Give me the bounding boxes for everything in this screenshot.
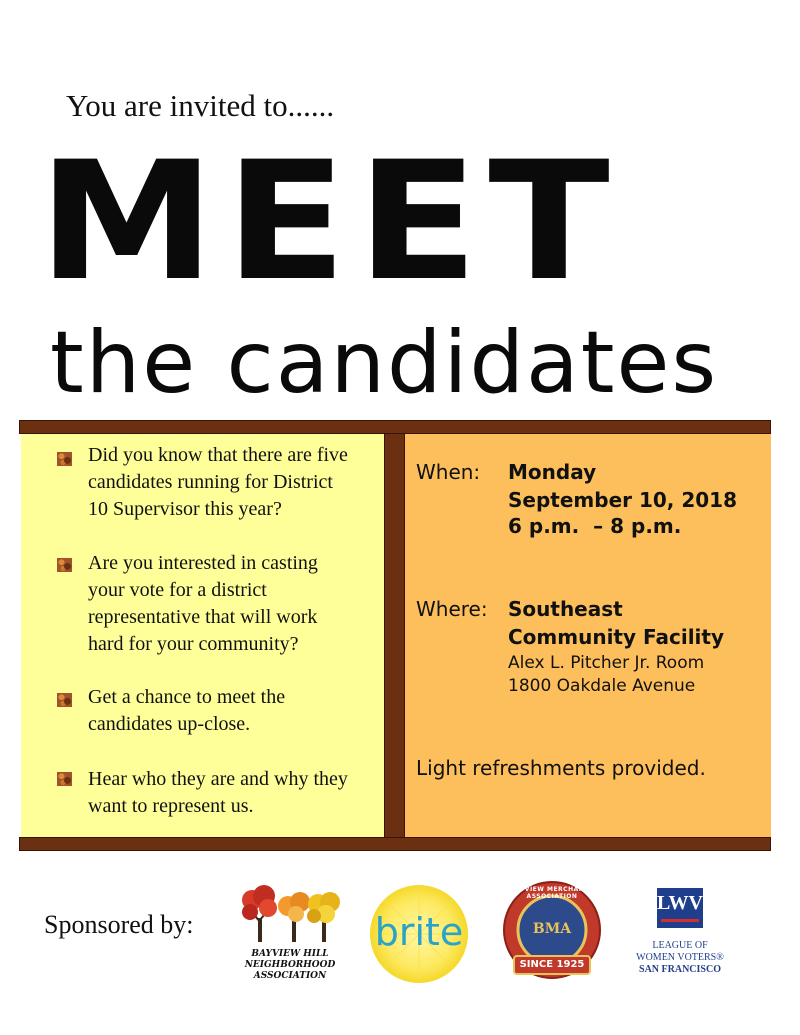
bayview-line-3: ASSOCIATION (253, 971, 327, 981)
bma-logo (500, 880, 604, 984)
lwv-line-2: WOMEN VOTERS® (636, 952, 724, 963)
invite-text: You are invited to...... (66, 88, 335, 123)
brite-text: brite (374, 910, 464, 954)
question-line: representative that will work (88, 606, 318, 628)
question-2 (88, 550, 402, 658)
bullet-icon (57, 452, 72, 466)
question-line: hard for your community? (88, 633, 299, 655)
bullet-icon (57, 772, 72, 786)
lwv-logo (620, 888, 740, 988)
lwv-line-3: SAN FRANCISCO (639, 964, 721, 975)
lwv-mark-text: LWV (657, 892, 703, 914)
bullet-icon (57, 693, 72, 707)
candidates-heading: the candidates (50, 313, 719, 413)
bottom-divider-bar (19, 837, 771, 851)
bayview-hill-logo (238, 884, 342, 984)
lwv-mark-icon (657, 888, 703, 928)
question-line: Are you interested in casting (88, 552, 318, 574)
event-details-panel (405, 434, 771, 837)
question-line: your vote for a district (88, 579, 267, 601)
bma-center-text: BMA (532, 921, 572, 937)
vertical-divider (384, 434, 405, 837)
trees-icon (238, 884, 342, 944)
venue-room: Alex L. Pitcher Jr. Room (508, 653, 705, 673)
bma-ring-text: BAYVIEW MERCHANTS ASSOCIATION (510, 886, 594, 900)
venue-address: 1800 Oakdale Avenue (508, 676, 696, 696)
refreshments-note: Light refreshments provided. (416, 756, 706, 780)
question-line: Did you know that there are five (88, 444, 348, 466)
question-1 (88, 442, 402, 523)
venue-line-2: Community Facility (508, 625, 724, 649)
event-day: Monday (508, 460, 597, 484)
lwv-stripe (661, 919, 699, 922)
brite-logo (369, 884, 469, 984)
bayview-line-2: NEIGHBORHOOD (244, 960, 336, 970)
lwv-line-1: LEAGUE OF (652, 940, 708, 951)
bullet-icon (57, 558, 72, 572)
question-line: Get a chance to meet the (88, 686, 286, 708)
top-divider-bar (19, 420, 771, 434)
question-4 (88, 766, 402, 820)
venue-line-1: Southeast (508, 597, 623, 621)
question-line: want to represent us. (88, 795, 254, 817)
bma-banner-text: SINCE 1925 (519, 959, 585, 970)
question-line: 10 Supervisor this year? (88, 498, 282, 520)
question-line: candidates up-close. (88, 713, 251, 735)
bayview-line-1: BAYVIEW HILL (251, 949, 329, 959)
event-date: September 10, 2018 (508, 488, 738, 512)
event-time: 6 p.m. – 8 p.m. (508, 514, 682, 538)
questions-panel (21, 434, 385, 837)
meet-heading: MEET (38, 126, 620, 317)
question-3 (88, 684, 402, 738)
question-line: candidates running for District (88, 471, 333, 493)
question-line: Hear who they are and why they (88, 768, 348, 790)
where-label: Where: (416, 597, 488, 621)
when-label: When: (416, 460, 481, 484)
sponsored-by-label: Sponsored by: (44, 910, 194, 939)
